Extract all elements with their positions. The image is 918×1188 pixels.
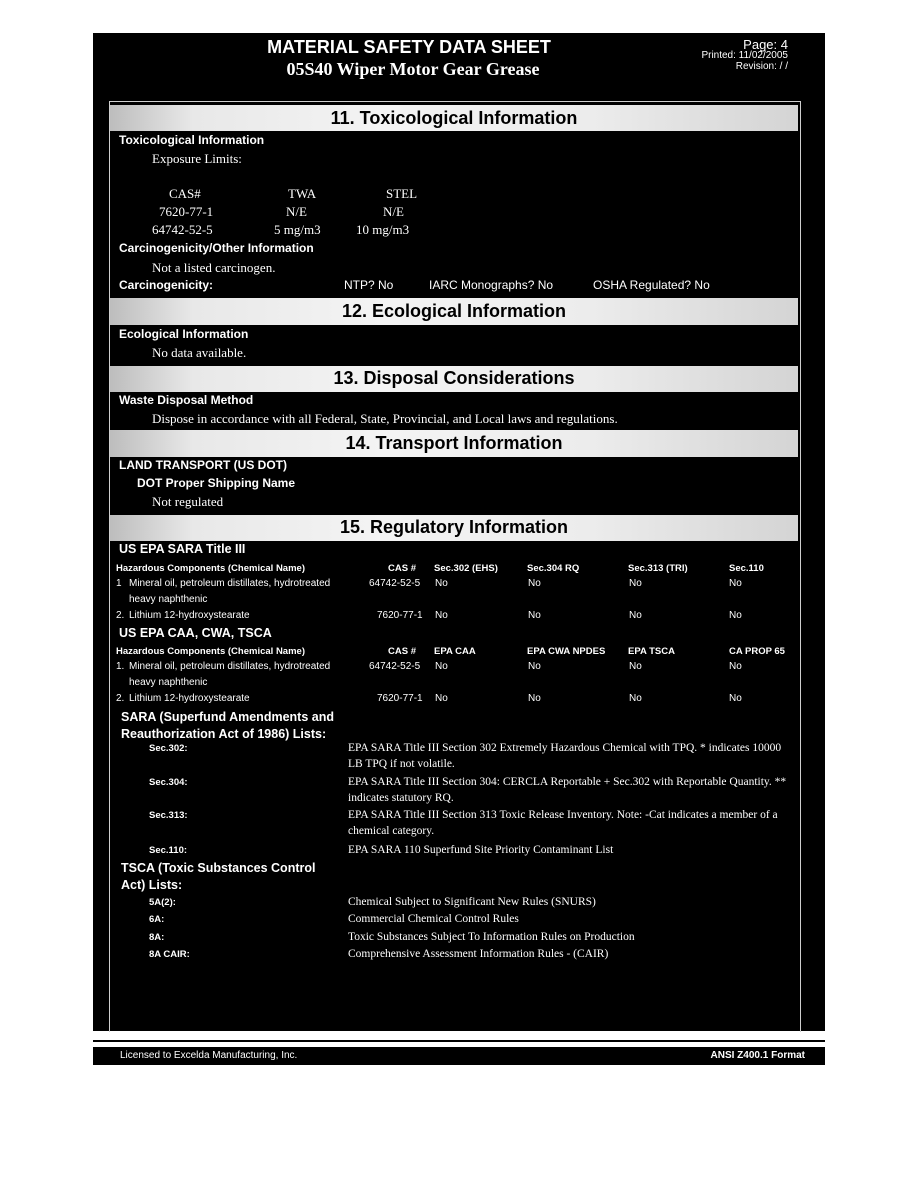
section-15-heading: 15. Regulatory Information [110,515,798,541]
t1-row-name: Lithium 12-hydroxystearate [129,610,250,621]
revision-date: Revision: / / [735,61,788,72]
tsca-item-label: 6A: [149,914,165,925]
tsca-item-text: Toxic Substances Subject To Information Rules on Production [348,931,635,943]
t1-row-sec110: No [729,578,742,589]
ntp-status: NTP? No [344,278,394,292]
exposure-twa: N/E [286,204,307,219]
sara-item-text-2: LB TPQ if not volatile. [348,758,455,770]
tsca-item-text: Commercial Chemical Control Rules [348,913,519,925]
footer-bar [93,1047,825,1065]
t1-row-sec313: No [629,610,642,621]
dot-shipping-name-text: Not regulated [152,494,224,509]
col-stel: STEL [386,186,418,201]
caa-cwa-tsca-label: US EPA CAA, CWA, TSCA [119,626,272,640]
col-cas: CAS# [169,186,201,201]
t2-row-epa-caa: No [435,693,448,704]
sara-item-text-2: indicates statutory RQ. [348,792,454,804]
t1-header-name: Hazardous Components (Chemical Name) [116,563,305,574]
exposure-limits-label: Exposure Limits: [152,151,242,166]
t2-row-epa-tsca: No [629,693,642,704]
land-transport-label: LAND TRANSPORT (US DOT) [119,458,287,472]
sara-item-text-2: chemical category. [348,825,435,837]
t1-header-sec313: Sec.313 (TRI) [628,563,688,574]
t2-header-cas: CAS # [388,646,416,657]
t1-row-sec304: No [528,610,541,621]
t1-row-cas: 64742-52-5 [369,578,421,589]
sara-item-label: Sec.110: [149,845,188,856]
sara-item-text: EPA SARA 110 Superfund Site Priority Contaminant List [348,844,614,856]
col-twa: TWA [288,186,317,201]
osha-status: OSHA Regulated? No [593,278,710,292]
product-name: 05S40 Wiper Motor Gear Grease [286,59,540,79]
t2-row-epa-cwa: No [528,693,541,704]
exposure-cas: 64742-52-5 [152,222,213,237]
section-13-heading: 13. Disposal Considerations [110,366,798,392]
t1-row-sec304: No [528,578,541,589]
section-12-heading: 12. Ecological Information [110,298,798,325]
sara-item-label: Sec.304: [149,777,188,788]
t1-row-num: 2. [116,610,125,621]
t1-header-sec110: Sec.110 [729,563,764,574]
t1-header-sec302: Sec.302 (EHS) [434,563,498,574]
msds-sheet [93,33,825,1031]
t2-header-epa-caa: EPA CAA [434,646,476,657]
tsca-lists-label: TSCA (Toxic Substances Control [121,861,316,875]
document-title: MATERIAL SAFETY DATA SHEET [267,37,551,57]
t2-header-ca-prop65: CA PROP 65 [729,646,785,657]
carcinogenicity-label: Carcinogenicity: [119,278,214,292]
exposure-twa: 5 mg/m3 [274,222,321,237]
eco-info-text: No data available. [152,345,247,360]
t2-row-name2: heavy naphthenic [129,677,208,688]
t1-row-name: Mineral oil, petroleum distillates, hydrotreated [129,578,331,589]
t1-row-sec110: No [729,610,742,621]
t1-row-sec302: No [435,610,448,621]
dot-shipping-name-label: DOT Proper Shipping Name [137,476,296,490]
t2-row-ca-prop65: No [729,661,742,672]
t2-row-num: 1. [116,661,125,672]
exposure-stel: 10 mg/m3 [356,222,410,237]
t2-row-epa-cwa: No [528,661,541,672]
t2-row-name: Mineral oil, petroleum distillates, hydrotreated [129,661,331,672]
t1-row-sec302: No [435,578,448,589]
sara-item-label: Sec.302: [149,743,188,754]
t2-header-epa-tsca: EPA TSCA [628,646,675,657]
t2-row-cas: 7620-77-1 [377,693,423,704]
footer-license: Licensed to Excelda Manufacturing, Inc. [120,1050,298,1061]
t2-row-name: Lithium 12-hydroxystearate [129,693,250,704]
sara-lists-label-2: Reauthorization Act of 1986) Lists: [121,727,327,741]
section-14-heading: 14. Transport Information [110,430,798,457]
t1-row-cas: 7620-77-1 [377,610,423,621]
iarc-status: IARC Monographs? No [429,278,554,292]
t1-row-name2: heavy naphthenic [129,594,208,605]
tsca-item-label: 8A: [149,932,165,943]
t1-header-sec304: Sec.304 RQ [527,563,580,574]
t1-row-sec313: No [629,578,642,589]
tsca-item-label: 5A(2): [149,897,176,908]
sara-item-text: EPA SARA Title III Section 302 Extremely Hazardous Chemical with TPQ. * indicates 10000 [348,742,782,754]
tsca-lists-label-2: Act) Lists: [121,878,183,892]
page-number: Page: 4 [743,37,788,52]
footer-format: ANSI Z400.1 Format [710,1050,805,1061]
sara-title-label: US EPA SARA Title III [119,542,246,556]
waste-disposal-text: Dispose in accordance with all Federal, State, Provincial, and Local laws and regulations. [152,411,618,426]
carcinogenicity-text: Not a listed carcinogen. [152,260,276,275]
exposure-stel: N/E [383,204,404,219]
sara-lists-label: SARA (Superfund Amendments and [121,710,334,724]
t2-row-epa-caa: No [435,661,448,672]
exposure-cas: 7620-77-1 [159,204,214,219]
carcinogenicity-other-label: Carcinogenicity/Other Information [119,241,314,255]
sara-item-label: Sec.313: [149,810,188,821]
page-info [678,39,788,72]
t1-row-num: 1 [116,578,122,589]
t2-row-num: 2. [116,693,125,704]
t2-row-ca-prop65: No [729,693,742,704]
t2-row-cas: 64742-52-5 [369,661,421,672]
t2-header-name: Hazardous Components (Chemical Name) [116,646,305,657]
waste-disposal-label: Waste Disposal Method [119,393,254,407]
footer-rule [93,1040,825,1042]
tsca-item-text: Comprehensive Assessment Information Rules - (CAIR) [348,948,609,960]
sara-item-text: EPA SARA Title III Section 304: CERCLA Reportable + Sec.302 with Reportable Quantity. ** [348,776,787,788]
t1-header-cas: CAS # [388,563,416,574]
tox-info-label: Toxicological Information [119,133,265,147]
section-11-heading: 11. Toxicological Information [110,105,798,131]
sara-item-text: EPA SARA Title III Section 313 Toxic Release Inventory. Note: -Cat indicates a member of a [348,809,778,821]
tsca-item-text: Chemical Subject to Significant New Rules (SNURS) [348,896,596,908]
eco-info-label: Ecological Information [119,327,249,341]
t2-header-epa-cwa: EPA CWA NPDES [527,646,606,657]
tsca-item-label: 8A CAIR: [149,949,190,960]
t2-row-epa-tsca: No [629,661,642,672]
printed-date: Printed: 11/02/2005 [701,50,788,61]
